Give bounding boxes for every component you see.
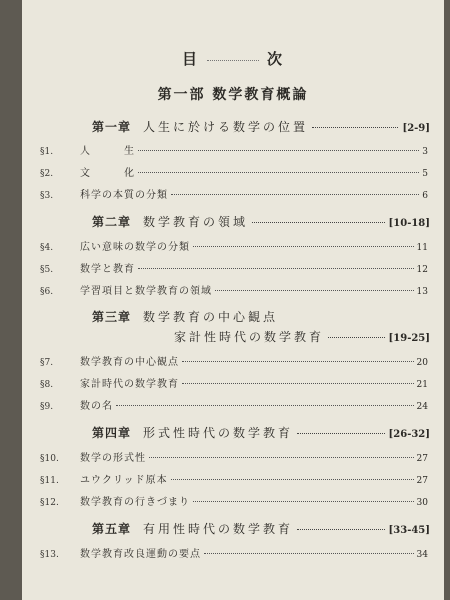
chapter-3-subtitle	[174, 328, 430, 345]
section-page: 20	[416, 358, 428, 368]
section-title: 学習項目と数学教育の領域	[80, 286, 212, 297]
chapter-title: 数学教育の中心観点	[143, 310, 279, 324]
toc-title-right: 次	[267, 50, 285, 68]
toc-title-left: 目	[181, 50, 199, 68]
section-page: 27	[416, 454, 428, 464]
book-page	[22, 0, 444, 600]
leader-dots	[138, 172, 419, 173]
chapter-subtitle: 家計性時代の数学教育	[174, 330, 325, 344]
section-4	[40, 238, 428, 253]
section-page: 6	[422, 191, 428, 201]
section-title: 科学の本質の分類	[80, 190, 168, 201]
section-number: §4.	[40, 243, 54, 253]
section-number: §8.	[40, 380, 54, 390]
section-9	[40, 397, 428, 412]
section-page: 34	[416, 550, 428, 560]
section-7	[40, 353, 428, 368]
chapter-label: 第五章	[92, 522, 132, 536]
leader-dots	[193, 246, 414, 247]
leader-dots	[193, 501, 414, 502]
section-number: §13.	[40, 550, 59, 560]
chapter-label: 第二章	[92, 215, 132, 229]
section-13	[40, 545, 428, 560]
leader-dots	[297, 433, 385, 434]
section-page: 21	[416, 380, 428, 390]
section-page: 5	[422, 169, 428, 179]
section-page: 13	[416, 287, 428, 297]
section-title: 文 化	[80, 168, 135, 179]
section-page: 3	[422, 147, 428, 157]
section-title: 数学と教育	[80, 264, 135, 275]
chapter-label: 第一章	[92, 120, 132, 134]
chapter-3	[92, 308, 430, 325]
chapter-pages: [33-45]	[388, 525, 430, 536]
section-number: §9.	[40, 402, 54, 412]
leader-dots	[215, 290, 414, 291]
leader-dots	[328, 337, 385, 338]
section-11	[40, 471, 428, 486]
chapter-pages: [26-32]	[388, 429, 430, 440]
section-title: ユウクリッド原本	[80, 475, 168, 486]
toc-title	[22, 48, 444, 69]
chapter-4	[92, 424, 430, 441]
chapter-pages: [10-18]	[388, 218, 430, 229]
section-12	[40, 493, 428, 508]
section-title: 数学の形式性	[80, 453, 146, 464]
chapter-1	[92, 118, 430, 135]
section-page: 11	[416, 243, 428, 253]
chapter-5	[92, 520, 430, 537]
chapter-title: 有用性時代の数学教育	[143, 522, 294, 536]
leader-dots	[297, 529, 385, 530]
leader-dots	[312, 127, 398, 128]
leader-dots	[171, 479, 414, 480]
section-page: 30	[416, 498, 428, 508]
section-title: 人 生	[80, 146, 135, 157]
chapter-pages: [19-25]	[388, 333, 430, 344]
leader-dots	[182, 383, 414, 384]
section-number: §10.	[40, 454, 59, 464]
section-title: 広い意味の数学の分類	[80, 242, 190, 253]
title-dots	[207, 60, 259, 61]
section-6	[40, 282, 428, 297]
leader-dots	[149, 457, 414, 458]
leader-dots	[182, 361, 414, 362]
chapter-title: 人生に於ける数学の位置	[143, 120, 309, 134]
section-title: 数学教育の行きづまり	[80, 497, 190, 508]
leader-dots	[116, 405, 414, 406]
section-3	[40, 186, 428, 201]
part-heading: 第一部 数学教育概論	[157, 87, 309, 103]
section-title: 数学教育改良運動の要点	[80, 549, 201, 560]
section-number: §12.	[40, 498, 59, 508]
chapter-pages: [2-9]	[402, 123, 430, 134]
chapter-title: 数学教育の領域	[143, 215, 249, 229]
leader-dots	[138, 268, 414, 269]
section-1	[40, 142, 428, 157]
section-title: 数学教育の中心観点	[80, 357, 179, 368]
section-page: 24	[416, 402, 428, 412]
section-10	[40, 449, 428, 464]
leader-dots	[138, 150, 419, 151]
leader-dots	[171, 194, 419, 195]
section-number: §3.	[40, 191, 54, 201]
section-page: 12	[416, 265, 428, 275]
section-number: §7.	[40, 358, 54, 368]
section-title: 家計時代の数学教育	[80, 379, 179, 390]
section-5	[40, 260, 428, 275]
section-number: §11.	[40, 476, 59, 486]
chapter-label: 第四章	[92, 426, 132, 440]
chapter-label: 第三章	[92, 310, 132, 324]
section-number: §6.	[40, 287, 54, 297]
leader-dots	[252, 222, 385, 223]
section-2	[40, 164, 428, 179]
section-number: §2.	[40, 169, 54, 179]
section-number: §1.	[40, 147, 54, 157]
chapter-title: 形式性時代の数学教育	[143, 426, 294, 440]
chapter-2	[92, 213, 430, 230]
section-page: 27	[416, 476, 428, 486]
leader-dots	[204, 553, 414, 554]
section-8	[40, 375, 428, 390]
section-title: 数の名	[80, 401, 113, 412]
section-number: §5.	[40, 265, 54, 275]
